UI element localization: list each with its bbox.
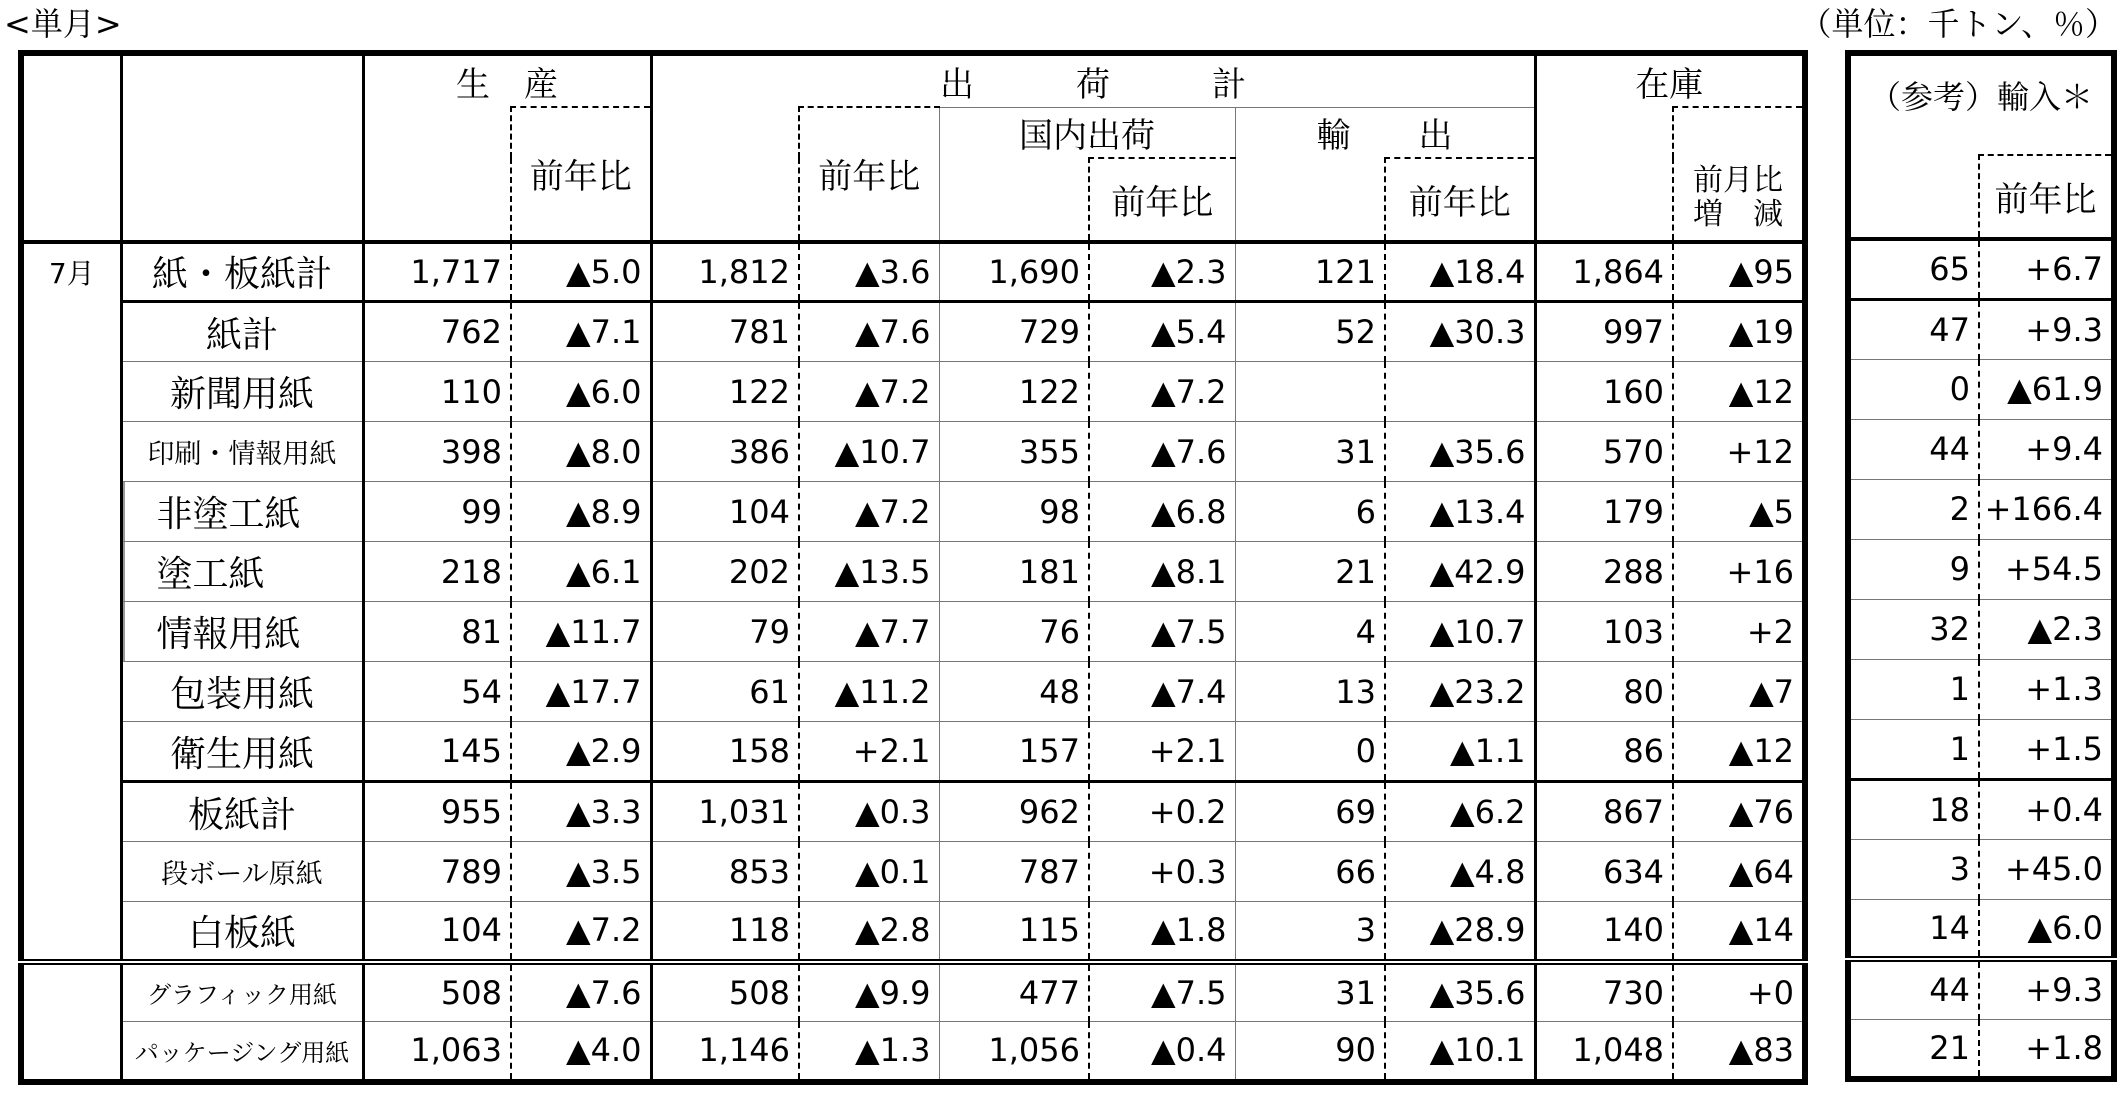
value-cell: ▲7.1 [511, 302, 651, 362]
import-value-cell: 0 [1848, 359, 1979, 419]
table-row [21, 242, 1805, 302]
value-cell: ▲7.5 [1089, 602, 1235, 662]
import-value-cell: 21 [1848, 1019, 1979, 1079]
value-cell: ▲2.3 [1089, 242, 1235, 302]
import-value-cell: +0.4 [1979, 779, 2114, 839]
import-value-cell: 44 [1848, 959, 1979, 1019]
export-yoy-header: 前年比 [1385, 158, 1535, 242]
value-cell: 61 [651, 662, 799, 722]
value-cell: 104 [651, 482, 799, 542]
shipment-yoy-header: 前年比 [799, 107, 939, 242]
value-cell: ▲4.8 [1385, 842, 1535, 902]
value-cell: 729 [939, 302, 1089, 362]
value-cell: 997 [1535, 302, 1673, 362]
value-cell: ▲1.1 [1385, 722, 1535, 782]
value-cell: 86 [1535, 722, 1673, 782]
category-cell: パッケージング用紙 [121, 1022, 363, 1082]
value-cell: 110 [363, 362, 511, 422]
value-cell: 160 [1535, 362, 1673, 422]
value-cell: ▲83 [1673, 1022, 1805, 1082]
value-cell: ▲4.0 [511, 1022, 651, 1082]
value-cell: ▲10.7 [1385, 602, 1535, 662]
value-cell: 69 [1235, 782, 1385, 842]
table-row [21, 602, 1805, 662]
value-cell: ▲7.2 [799, 362, 939, 422]
value-cell: +12 [1673, 422, 1805, 482]
value-cell: ▲7.6 [511, 962, 651, 1022]
value-cell: 787 [939, 842, 1089, 902]
import-yoy-header: 前年比 [1979, 155, 2114, 239]
table-row [21, 722, 1805, 782]
import-value-cell: +9.3 [1979, 959, 2114, 1019]
value-cell: 1,690 [939, 242, 1089, 302]
category-cell: 段ボール原紙 [121, 842, 363, 902]
value-cell: ▲6.8 [1089, 482, 1235, 542]
value-cell: 570 [1535, 422, 1673, 482]
table-row [21, 362, 1805, 422]
value-cell: 121 [1235, 242, 1385, 302]
value-cell: ▲3.5 [511, 842, 651, 902]
import-row [1848, 659, 2114, 719]
import-value-cell: +45.0 [1979, 839, 2114, 899]
value-cell: 80 [1535, 662, 1673, 722]
unit-label: （単位：千トン、％） [1799, 5, 2117, 43]
value-cell: 1,812 [651, 242, 799, 302]
value-cell: 867 [1535, 782, 1673, 842]
value-cell: ▲3.3 [511, 782, 651, 842]
value-cell: ▲95 [1673, 242, 1805, 302]
value-cell: 508 [651, 962, 799, 1022]
value-cell: 218 [363, 542, 511, 602]
value-cell: ▲6.1 [511, 542, 651, 602]
import-value-cell: 47 [1848, 299, 1979, 359]
value-cell: ▲8.9 [511, 482, 651, 542]
table-row [21, 422, 1805, 482]
import-value-cell: 44 [1848, 419, 1979, 479]
import-row [1848, 959, 2114, 1019]
value-cell: ▲7.2 [511, 902, 651, 962]
value-cell: 781 [651, 302, 799, 362]
value-cell: ▲8.0 [511, 422, 651, 482]
value-cell: +2 [1673, 602, 1805, 662]
value-cell: 145 [363, 722, 511, 782]
value-cell: 1,146 [651, 1022, 799, 1082]
value-cell: ▲17.7 [511, 662, 651, 722]
domestic-yoy-header: 前年比 [1089, 158, 1235, 242]
unit-period-label: <単月> [4, 5, 122, 43]
value-cell: 79 [651, 602, 799, 662]
value-cell: ▲42.9 [1385, 542, 1535, 602]
import-row [1848, 779, 2114, 839]
value-cell: ▲14 [1673, 902, 1805, 962]
value-cell: ▲0.4 [1089, 1022, 1235, 1082]
import-value-cell: ▲6.0 [1979, 899, 2114, 959]
value-cell: ▲3.6 [799, 242, 939, 302]
import-row [1848, 1019, 2114, 1079]
value-cell: ▲64 [1673, 842, 1805, 902]
category-cell: 情報用紙 [121, 602, 363, 662]
value-cell: 179 [1535, 482, 1673, 542]
month-cell-blank [21, 962, 121, 1082]
import-value-cell: +166.4 [1979, 479, 2114, 539]
value-cell: +2.1 [799, 722, 939, 782]
value-cell: ▲11.7 [511, 602, 651, 662]
value-cell: ▲13.5 [799, 542, 939, 602]
value-cell: 122 [651, 362, 799, 422]
table-row [21, 662, 1805, 722]
import-value-cell: 18 [1848, 779, 1979, 839]
table-row [21, 842, 1805, 902]
value-cell: 1,031 [651, 782, 799, 842]
import-value-cell: +1.3 [1979, 659, 2114, 719]
import-row [1848, 299, 2114, 359]
value-cell: ▲13.4 [1385, 482, 1535, 542]
table-row [21, 962, 1805, 1022]
value-cell: ▲7.6 [799, 302, 939, 362]
value-cell: 853 [651, 842, 799, 902]
value-cell [1385, 362, 1535, 422]
import-row [1848, 599, 2114, 659]
value-cell: 1,063 [363, 1022, 511, 1082]
shipment-total-header: 出 荷 計 [651, 53, 1535, 107]
value-cell: 789 [363, 842, 511, 902]
value-cell: +0.3 [1089, 842, 1235, 902]
table-row [21, 902, 1805, 962]
inventory-header: 在庫 [1535, 53, 1805, 107]
import-row [1848, 419, 2114, 479]
value-cell: 1,056 [939, 1022, 1089, 1082]
value-cell: ▲8.1 [1089, 542, 1235, 602]
export-header: 輸 出 [1235, 107, 1535, 158]
value-cell: ▲18.4 [1385, 242, 1535, 302]
import-rows [1848, 239, 2114, 1079]
category-cell: 塗工紙 [121, 542, 363, 602]
value-cell: ▲1.8 [1089, 902, 1235, 962]
category-cell: 衛生用紙 [121, 722, 363, 782]
value-cell: 104 [363, 902, 511, 962]
value-cell: ▲7.7 [799, 602, 939, 662]
header-block [21, 53, 1805, 242]
value-cell: 955 [363, 782, 511, 842]
value-cell: 103 [1535, 602, 1673, 662]
value-cell: 508 [363, 962, 511, 1022]
table-row [21, 302, 1805, 362]
import-value-cell: 1 [1848, 659, 1979, 719]
value-cell: ▲7.4 [1089, 662, 1235, 722]
category-cell: 紙・板紙計 [121, 242, 363, 302]
value-cell: ▲6.2 [1385, 782, 1535, 842]
value-cell: ▲7.5 [1089, 962, 1235, 1022]
import-row [1848, 359, 2114, 419]
table-row [21, 542, 1805, 602]
value-cell: ▲76 [1673, 782, 1805, 842]
value-cell: 54 [363, 662, 511, 722]
value-cell: 962 [939, 782, 1089, 842]
value-cell: ▲11.2 [799, 662, 939, 722]
import-value-cell: 9 [1848, 539, 1979, 599]
category-cell: 白板紙 [121, 902, 363, 962]
production-header: 生 産 [363, 53, 651, 107]
value-cell: ▲0.1 [799, 842, 939, 902]
value-cell: ▲2.8 [799, 902, 939, 962]
value-cell: 76 [939, 602, 1089, 662]
value-cell: 4 [1235, 602, 1385, 662]
value-cell: ▲12 [1673, 722, 1805, 782]
value-cell: ▲1.3 [799, 1022, 939, 1082]
import-value-cell: +1.8 [1979, 1019, 2114, 1079]
import-value-cell: 2 [1848, 479, 1979, 539]
value-cell: ▲5.0 [511, 242, 651, 302]
value-cell: ▲5 [1673, 482, 1805, 542]
value-cell: ▲28.9 [1385, 902, 1535, 962]
import-row [1848, 539, 2114, 599]
value-cell: ▲7.6 [1089, 422, 1235, 482]
import-value-cell: +9.3 [1979, 299, 2114, 359]
value-cell: 115 [939, 902, 1089, 962]
value-cell: 118 [651, 902, 799, 962]
category-col-header [121, 53, 363, 242]
import-value-cell: 14 [1848, 899, 1979, 959]
value-cell: 31 [1235, 422, 1385, 482]
value-cell: ▲2.9 [511, 722, 651, 782]
import-table [1845, 50, 2117, 1082]
value-cell: 31 [1235, 962, 1385, 1022]
category-cell: 板紙計 [121, 782, 363, 842]
value-cell: ▲0.3 [799, 782, 939, 842]
value-cell: 21 [1235, 542, 1385, 602]
import-value-cell: +6.7 [1979, 239, 2114, 299]
import-value-cell: 65 [1848, 239, 1979, 299]
main-table [18, 50, 1808, 1085]
value-cell: 81 [363, 602, 511, 662]
import-row [1848, 839, 2114, 899]
value-cell: 122 [939, 362, 1089, 422]
value-cell: +0.2 [1089, 782, 1235, 842]
value-cell: ▲7.2 [799, 482, 939, 542]
value-cell: 140 [1535, 902, 1673, 962]
category-cell: 印刷・情報用紙 [121, 422, 363, 482]
value-cell: 98 [939, 482, 1089, 542]
month-cell: 7月 [21, 242, 121, 962]
value-cell: ▲5.4 [1089, 302, 1235, 362]
value-cell: 157 [939, 722, 1089, 782]
value-cell: 202 [651, 542, 799, 602]
data-rows [21, 242, 1805, 1082]
category-cell: 包装用紙 [121, 662, 363, 722]
value-cell: 99 [363, 482, 511, 542]
category-cell: 非塗工紙 [121, 482, 363, 542]
import-value-cell: 3 [1848, 839, 1979, 899]
value-cell: 181 [939, 542, 1089, 602]
month-col-header [21, 53, 121, 242]
value-cell: 90 [1235, 1022, 1385, 1082]
value-cell: 386 [651, 422, 799, 482]
table-row [21, 1022, 1805, 1082]
value-cell: 1,717 [363, 242, 511, 302]
category-cell: 紙計 [121, 302, 363, 362]
value-cell [1235, 362, 1385, 422]
value-cell: 398 [363, 422, 511, 482]
import-value-cell: +54.5 [1979, 539, 2114, 599]
import-value-cell: +9.4 [1979, 419, 2114, 479]
value-cell: ▲35.6 [1385, 422, 1535, 482]
value-cell: 1,048 [1535, 1022, 1673, 1082]
value-cell: ▲7 [1673, 662, 1805, 722]
value-cell: ▲30.3 [1385, 302, 1535, 362]
domestic-header: 国内出荷 [939, 107, 1235, 158]
value-cell: 730 [1535, 962, 1673, 1022]
value-cell: ▲10.1 [1385, 1022, 1535, 1082]
value-cell: ▲10.7 [799, 422, 939, 482]
value-cell: 1,864 [1535, 242, 1673, 302]
value-cell: ▲19 [1673, 302, 1805, 362]
value-cell: +0 [1673, 962, 1805, 1022]
category-cell: グラフィック用紙 [121, 962, 363, 1022]
value-cell: ▲9.9 [799, 962, 939, 1022]
import-value-cell: 32 [1848, 599, 1979, 659]
inventory-mom-header: 前月比 増 減 [1673, 107, 1805, 242]
category-cell: 新聞用紙 [121, 362, 363, 422]
import-value-cell: 1 [1848, 719, 1979, 779]
value-cell: +16 [1673, 542, 1805, 602]
value-cell: +2.1 [1089, 722, 1235, 782]
import-row [1848, 719, 2114, 779]
value-cell: 288 [1535, 542, 1673, 602]
value-cell: 355 [939, 422, 1089, 482]
value-cell: 48 [939, 662, 1089, 722]
value-cell: 477 [939, 962, 1089, 1022]
value-cell: 13 [1235, 662, 1385, 722]
value-cell: 66 [1235, 842, 1385, 902]
value-cell: 6 [1235, 482, 1385, 542]
import-row [1848, 239, 2114, 299]
value-cell: ▲23.2 [1385, 662, 1535, 722]
import-value-cell: +1.5 [1979, 719, 2114, 779]
table-row [21, 482, 1805, 542]
table-row [21, 782, 1805, 842]
import-row [1848, 899, 2114, 959]
import-header: （参考）輸入＊ [1848, 53, 2114, 155]
production-yoy-header: 前年比 [511, 107, 651, 242]
value-cell: 3 [1235, 902, 1385, 962]
import-row [1848, 479, 2114, 539]
import-value-cell: ▲61.9 [1979, 359, 2114, 419]
value-cell: ▲6.0 [511, 362, 651, 422]
import-value-cell: ▲2.3 [1979, 599, 2114, 659]
value-cell: 762 [363, 302, 511, 362]
value-cell: 52 [1235, 302, 1385, 362]
value-cell: 634 [1535, 842, 1673, 902]
value-cell: 0 [1235, 722, 1385, 782]
value-cell: 158 [651, 722, 799, 782]
value-cell: ▲12 [1673, 362, 1805, 422]
value-cell: ▲7.2 [1089, 362, 1235, 422]
value-cell: ▲35.6 [1385, 962, 1535, 1022]
